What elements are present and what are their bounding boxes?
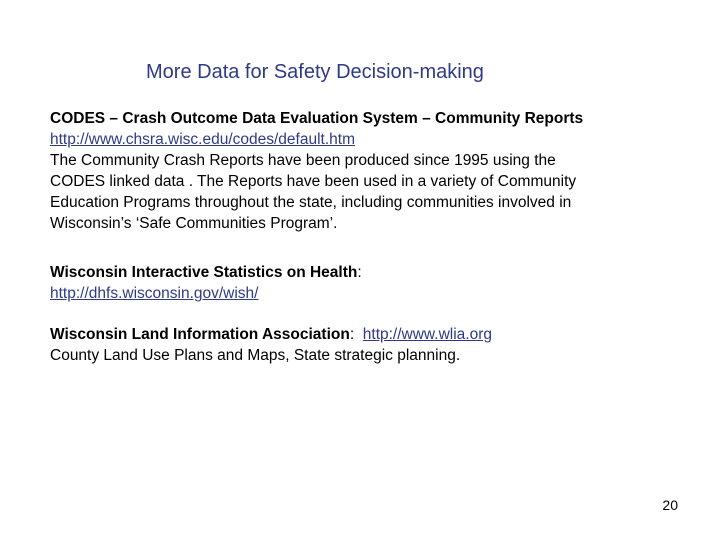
wlia-section bbox=[50, 324, 690, 366]
codes-description-line: Education Programs throughout the state, including communities involved in bbox=[50, 194, 572, 211]
codes-heading: CODES – Crash Outcome Data Evaluation System – Community Reports bbox=[50, 110, 584, 127]
page-number: 20 bbox=[662, 497, 678, 513]
wlia-description: County Land Use Plans and Maps, State strategic planning. bbox=[50, 347, 461, 364]
wlia-separator: : bbox=[349, 326, 363, 343]
slide-title: More Data for Safety Decision-making bbox=[146, 61, 484, 83]
codes-description-line: Wisconsin’s ‘Safe Communities Program’. bbox=[50, 215, 338, 232]
codes-description-line: CODES linked data . The Reports have been used in a variety of Community bbox=[50, 173, 577, 190]
wish-section bbox=[50, 262, 690, 304]
codes-link[interactable]: http://www.chsra.wisc.edu/codes/default.htm bbox=[50, 131, 355, 148]
wish-heading-suffix: : bbox=[357, 264, 362, 281]
codes-section bbox=[50, 108, 690, 234]
wish-heading: Wisconsin Interactive Statistics on Health bbox=[50, 264, 358, 281]
wlia-heading: Wisconsin Land Information Association bbox=[50, 326, 350, 343]
wish-link[interactable]: http://dhfs.wisconsin.gov/wish/ bbox=[50, 285, 259, 302]
codes-description-line: The Community Crash Reports have been produced since 1995 using the bbox=[50, 152, 556, 169]
wlia-link[interactable]: http://www.wlia.org bbox=[362, 326, 492, 343]
